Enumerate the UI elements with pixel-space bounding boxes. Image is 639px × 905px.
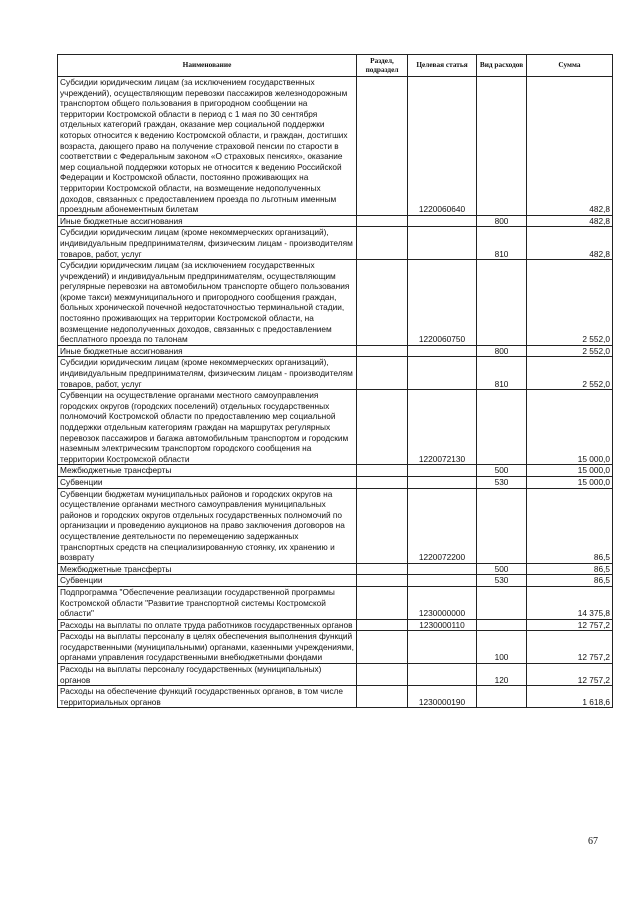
table-row [58, 664, 613, 686]
target-cell [408, 476, 477, 488]
name-cell: Субвенции бюджетам муниципальных районов и городских округов на осуществление органами местного самоуправления муниципальных районов и городских округов отдельных государственных полномочий по организации и проведению аукционов на право заключения договоров на осуществление деятельности по перемещению задержанных транспортных средств на специализированную стоянку, их хранению и возврату [58, 488, 357, 563]
type-cell: 810 [477, 227, 527, 260]
name-cell: Иные бюджетные ассигнования [58, 215, 357, 227]
name-cell: Расходы на выплаты персоналу в целях обеспечения выполнения функций государственными (муниципальными) органами, казенными учреждениями, органами управления государственными внебюджетными фондами [58, 631, 357, 664]
header-sum: Сумма [527, 55, 613, 77]
sum-cell: 12 757,2 [527, 619, 613, 631]
table-row [58, 260, 613, 346]
target-cell [408, 563, 477, 575]
type-cell: 800 [477, 215, 527, 227]
target-cell: 1230000000 [408, 586, 477, 619]
type-cell [477, 619, 527, 631]
name-cell: Иные бюджетные ассигнования [58, 345, 357, 357]
sum-cell: 15 000,0 [527, 390, 613, 465]
budget-table [57, 54, 613, 708]
sum-cell: 2 552,0 [527, 260, 613, 346]
section-cell [357, 686, 408, 708]
sum-cell: 2 552,0 [527, 345, 613, 357]
type-cell: 810 [477, 357, 527, 390]
target-cell: 1220072130 [408, 390, 477, 465]
type-cell [477, 390, 527, 465]
type-cell [477, 686, 527, 708]
target-cell [408, 465, 477, 477]
name-cell: Расходы на выплаты по оплате труда работников государственных органов [58, 619, 357, 631]
page-number: 67 [588, 836, 598, 847]
table-row [58, 575, 613, 587]
sum-cell: 482,8 [527, 77, 613, 216]
name-cell: Субсидии юридическим лицам (за исключением государственных учреждений), осуществляющим перевозки пассажиров железнодорожным транспортом общего пользования в пригородном сообщении на территории Костромской области в период с 1 мая по 30 сентября отдельных категорий граждан, оказание мер социальной поддержки которых относится к ведению Костромской области, и граждан, достигших возраста, дающего право на получение страховой пенсии по старости в соответствии с Федеральным законом «О страховых пенсиях», оказание мер социальной поддержки которых не относится к ведению Российской Федерации и Костромской области, постоянно проживающих на территории Костромской области, на возмещение недополученных доходов, связанных с предоставлением проезда по льготным именным проездным абонементным билетам [58, 77, 357, 216]
table-row [58, 488, 613, 563]
name-cell: Межбюджетные трансферты [58, 563, 357, 575]
sum-cell: 86,5 [527, 563, 613, 575]
type-cell: 120 [477, 664, 527, 686]
sum-cell: 1 618,6 [527, 686, 613, 708]
target-cell [408, 357, 477, 390]
target-cell [408, 575, 477, 587]
target-cell: 1230000190 [408, 686, 477, 708]
section-cell [357, 575, 408, 587]
target-cell [408, 631, 477, 664]
name-cell: Субвенции [58, 575, 357, 587]
type-cell: 530 [477, 476, 527, 488]
target-cell: 1220072200 [408, 488, 477, 563]
table-row [58, 476, 613, 488]
table-body [58, 77, 613, 708]
sum-cell: 2 552,0 [527, 357, 613, 390]
table-header-row [58, 55, 613, 77]
target-cell: 1230000110 [408, 619, 477, 631]
header-type: Вид расходов [477, 55, 527, 77]
header-name: Наименование [58, 55, 357, 77]
target-cell [408, 345, 477, 357]
sum-cell: 482,8 [527, 215, 613, 227]
sum-cell: 12 757,2 [527, 664, 613, 686]
name-cell: Расходы на обеспечение функций государственных органов, в том числе территориальных органов [58, 686, 357, 708]
name-cell: Субсидии юридическим лицам (кроме некоммерческих организаций), индивидуальным предпринимателям, физическим лицам - производителям товаров, работ, услуг [58, 227, 357, 260]
sum-cell: 15 000,0 [527, 465, 613, 477]
type-cell [477, 586, 527, 619]
target-cell: 1220060750 [408, 260, 477, 346]
section-cell [357, 345, 408, 357]
table-row [58, 686, 613, 708]
name-cell: Субвенции на осуществление органами местного самоуправления городских округов (городских поселений) отдельных государственных полномочий Костромской области по предоставлению мер социальной поддержки отдельным категориям граждан на маршрутах регулярных перевозок пассажиров и багажа автомобильным транспортом и городским наземным электрическим транспортом городского сообщения на территории Костромской области [58, 390, 357, 465]
type-cell: 500 [477, 465, 527, 477]
section-cell [357, 664, 408, 686]
table-row [58, 563, 613, 575]
name-cell: Расходы на выплаты персоналу государственных (муниципальных) органов [58, 664, 357, 686]
sum-cell: 14 375,8 [527, 586, 613, 619]
table-row [58, 465, 613, 477]
section-cell [357, 77, 408, 216]
table-row [58, 77, 613, 216]
table-row [58, 227, 613, 260]
section-cell [357, 390, 408, 465]
table-row [58, 390, 613, 465]
sum-cell: 482,8 [527, 227, 613, 260]
sum-cell: 15 000,0 [527, 476, 613, 488]
table-row [58, 345, 613, 357]
target-cell [408, 664, 477, 686]
type-cell [477, 488, 527, 563]
type-cell: 500 [477, 563, 527, 575]
sum-cell: 86,5 [527, 575, 613, 587]
section-cell [357, 227, 408, 260]
type-cell: 100 [477, 631, 527, 664]
name-cell: Субсидии юридическим лицам (кроме некоммерческих организаций), индивидуальным предпринимателям, физическим лицам - производителям товаров, работ, услуг [58, 357, 357, 390]
sum-cell: 86,5 [527, 488, 613, 563]
table-row [58, 619, 613, 631]
section-cell [357, 476, 408, 488]
name-cell: Субвенции [58, 476, 357, 488]
section-cell [357, 488, 408, 563]
table-row [58, 586, 613, 619]
header-section: Раздел, подраздел [357, 55, 408, 77]
section-cell [357, 586, 408, 619]
name-cell: Субсидии юридическим лицам (за исключением государственных учреждений) и индивидуальным предпринимателям, осуществляющим регулярные перевозки на автомобильном транспорте общего пользования (кроме такси) межмуниципального и пригородного сообщения граждан, больных хронической почечной недостаточностью терминальной стадии, постоянно проживающих на территории Костромской области, на возмещение недополученных доходов, связанных с предоставлением бесплатного проезда по талонам [58, 260, 357, 346]
type-cell [477, 260, 527, 346]
table-row [58, 357, 613, 390]
type-cell [477, 77, 527, 216]
target-cell [408, 227, 477, 260]
header-target: Целевая статья [408, 55, 477, 77]
name-cell: Подпрограмма "Обеспечение реализации государственной программы Костромской области "Развитие транспортной системы Костромской области" [58, 586, 357, 619]
table-row [58, 631, 613, 664]
section-cell [357, 357, 408, 390]
type-cell: 800 [477, 345, 527, 357]
section-cell [357, 631, 408, 664]
type-cell: 530 [477, 575, 527, 587]
target-cell: 1220060640 [408, 77, 477, 216]
name-cell: Межбюджетные трансферты [58, 465, 357, 477]
sum-cell: 12 757,2 [527, 631, 613, 664]
section-cell [357, 465, 408, 477]
section-cell [357, 619, 408, 631]
section-cell [357, 563, 408, 575]
section-cell [357, 215, 408, 227]
target-cell [408, 215, 477, 227]
section-cell [357, 260, 408, 346]
table-row [58, 215, 613, 227]
